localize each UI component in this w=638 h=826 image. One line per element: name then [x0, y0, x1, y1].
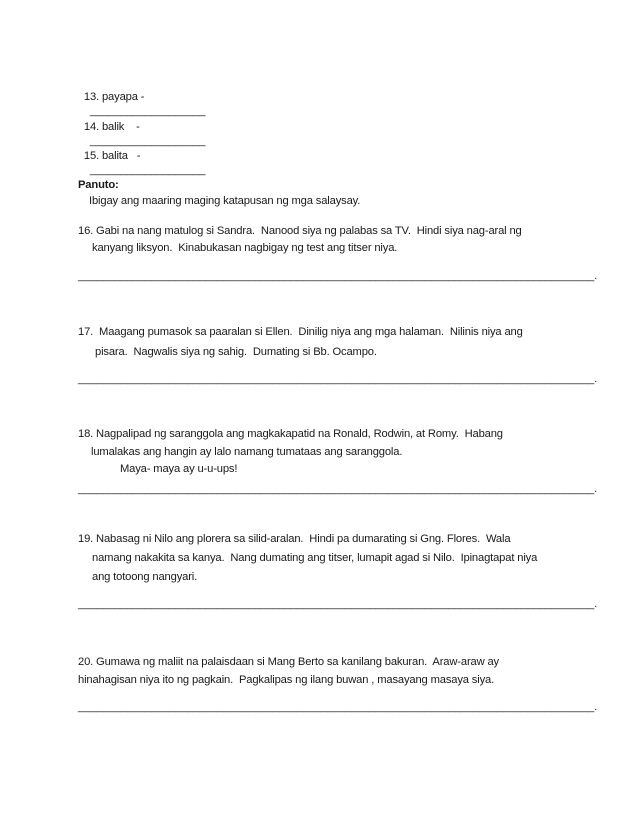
item-18-line-1: 18. Nagpalipad ng saranggola ang magkakapatid na Ronald, Rodwin, at Romy. Habang	[78, 428, 503, 440]
item-16-line-1: 16. Gabi na nang matulog si Sandra. Nanood siya ng palabas sa TV. Hindi siya nag-aral ng	[78, 225, 522, 237]
instructions-text: Ibigay ang maaring maging katapusan ng mga salaysay.	[89, 195, 361, 207]
vocab-blank: ___________________	[89, 164, 206, 176]
item-19-line-2: namang nakakita sa kanya. Nang dumating ang titser, lumapit agad si Nilo. Ipinagtapat niya	[92, 552, 538, 564]
item-17-line-2: pisara. Nagwalis siya ng sahig. Dumating si Bb. Ocampo.	[95, 346, 377, 358]
vocab-blank: ___________________	[89, 135, 206, 147]
item-18-line-3: Maya- maya ay u-u-ups!	[120, 463, 238, 475]
vocab-blank: ___________________	[89, 105, 206, 117]
item-20-answer-line: _____________________________________________________________________________________.	[78, 701, 598, 713]
item-20-line-1: 20. Gumawa ng maliit na palaisdaan si Mang Berto sa kanilang bakuran. Araw-araw ay	[78, 656, 499, 668]
vocab-item-15	[78, 135, 205, 177]
vocab-label: 13. payapa -	[83, 91, 145, 103]
item-19-line-1: 19. Nabasag ni Nilo ang plorera sa silid-aralan. Hindi pa dumarating si Gng. Flores. Wala	[78, 533, 511, 545]
item-17-line-1: 17. Maagang pumasok sa paaralan si Ellen. Dinilig niya ang mga halaman. Nilinis niya ang	[78, 326, 523, 338]
item-18-answer-line: _____________________________________________________________________________________.	[78, 483, 598, 495]
vocab-label: 15. balita -	[83, 150, 141, 162]
instructions-heading: Panuto:	[78, 179, 119, 191]
vocab-label: 14. balik -	[83, 121, 140, 133]
item-17-answer-line: _____________________________________________________________________________________.	[78, 373, 598, 385]
item-20-line-2: hinahagisan niya ito ng pagkain. Pagkalipas ng ilang buwan , masayang masaya siya.	[78, 674, 495, 686]
item-19-line-3: ang totoong nangyari.	[92, 571, 198, 583]
item-19-answer-line: _____________________________________________________________________________________.	[78, 598, 598, 610]
item-18-line-2: lumalakas ang hangin ay lalo namang tumataas ang saranggola.	[91, 446, 403, 458]
item-16-answer-line: _____________________________________________________________________________________.	[78, 270, 598, 282]
item-16-line-2: kanyang liksyon. Kinabukasan nagbigay ng test ang titser niya.	[92, 242, 398, 254]
